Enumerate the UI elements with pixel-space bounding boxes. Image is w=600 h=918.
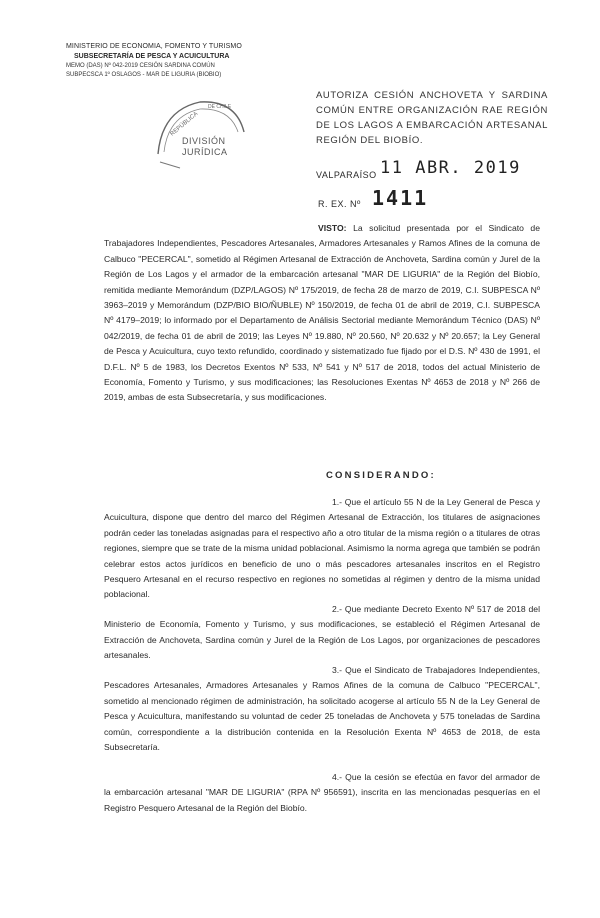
stamp-line-1: DIVISIÓN: [182, 136, 226, 146]
division-juridica-stamp: [150, 92, 250, 174]
visto-text: La solicitud presentada por el Sindicato de Trabajadores Independientes, Pescadores Artesanales, Armadores Artesanales y Ramos Afines de la comuna de Calbuco "PECERCAL", sometido al Régimen Artesanal de Extracción de Anchoveta, Sardina común y Jurel de la Región de Los Lagos y el armador de la embarcación artesanal "MAR DE LIGURIA" de la Región del Biobío, remitida mediante Memorándum (DZP/LAGOS) Nº 175/2019, de fecha 28 de marzo de 2019, C.I. SUBPESCA Nº 3963–2019 y Memorándum (DZP/BIO BIO/ÑUBLE) Nº 150/2019, de fecha 01 de abril de 2019, C.I. SUBPESCA Nº 4179–2019; lo informado por el Departamento de Análisis Sectorial mediante Memorándum Técnico (DAS) Nº 042/2019, de fecha 01 de abril de 2019; las Leyes Nº 19.880, Nº 20.560, Nº 20.632 y Nº 20.657; la Ley General de Pesca y Acuicultura, cuyo texto refundido, coordinado y sistematizado fue fijado por el D.S. Nº 430 de 1991, el D.F.L. Nº 5 de 1983, los Decretos Exentos Nº 533, Nº 541 y Nº 517 de 2018, todos del actual Ministerio de Economía, Fomento y Turismo, y sus modificaciones; las Resoluciones Exentas Nº 4653 de 2018 y Nº 266 de 2019, ambas de esta Subsecretaría, y sus modificaciones.: [104, 223, 540, 403]
considerando-paragraph-1: 1.- Que el artículo 55 N de la Ley General de Pesca y Acuicultura, dispone que dentro del marco del Régimen Artesanal de Extracción, los titulares de asignaciones podrán ceder las toneladas asignadas para el respectivo año a otro titular de la misma región o a titulares de otras regiones, siempre que se trate de la misma unidad poblacional. Asimismo la norma agrega que también se podrán celebrar estos actos jurídicos en beneficio de uno o más pescadores artesanales inscritos en el Registro Pesquero Artesanal en el recurso respectivo en regiones no sometidas al régimen y dentro de la misma unidad poblacional.: [104, 497, 540, 600]
rex-label: R. EX. Nº: [318, 199, 361, 209]
stamp-line-2: JURÍDICA: [182, 147, 228, 157]
considerando-heading: CONSIDERANDO:: [326, 470, 436, 481]
svg-text:REPÚBLICA: REPÚBLICA: [169, 111, 200, 138]
rex-number: 1411: [372, 186, 429, 210]
visto-paragraph: [104, 221, 540, 406]
ministry-name: MINISTERIO DE ECONOMIA, FOMENTO Y TURISMO: [66, 43, 242, 50]
memo-reference-2: SUBPECSCA 1º OSLAGOS - MAR DE LIGURIA (BIOBIO): [66, 72, 222, 78]
considerando-paragraph-2: 2.- Que mediante Decreto Exento Nº 517 de 2018 del Ministerio de Economía, Fomento y Turismo, y sus modificaciones, se estableció el Régimen Artesanal de Extracción de Anchoveta, Sardina común y Jurel de la Región de Los Lagos, por organizaciones de pescadores artesanales.: [104, 604, 540, 661]
subsecretaria-name: SUBSECRETARÍA DE PESCA Y ACUICULTURA: [74, 53, 230, 60]
considerando-paragraph-3: 3.- Que el Sindicato de Trabajadores Independientes, Pescadores Artesanales, Armadores Artesanales y Ramos Afines de la comuna de Calbuco "PECERCAL", sometido al mencionado régimen de administración, ha solicitado acogerse al artículo 55 N de la Ley General de Pesca y Acuicultura, manifestando su voluntad de ceder 25 toneladas de Anchoveta y 575 toneladas de Sardina común, correspondiente a la distribución contenida en la Resolución Exenta Nº 4653 de 2018, de esta Subsecretaría.: [104, 665, 540, 753]
letterhead: [66, 42, 266, 80]
place-name: VALPARAÍSO: [316, 170, 377, 180]
stamp-seal-icon: [150, 92, 250, 174]
resolution-date: 11 ABR. 2019: [380, 158, 521, 178]
resolution-title: AUTORIZA CESIÓN ANCHOVETA Y SARDINA COMÚN ENTRE ORGANIZACIÓN RAE REGIÓN DE LOS LAGOS A EMBARCACIÓN ARTESANAL REGIÓN DEL BIOBÍO.: [316, 90, 548, 146]
svg-text:DE CHILE: DE CHILE: [208, 104, 232, 110]
memo-reference: MEMO (DAS) Nº 042-2019 CESIÓN SARDINA COMÚN: [66, 63, 215, 69]
visto-label: VISTO:: [318, 223, 347, 233]
considerando-paragraph-4: 4.- Que la cesión se efectúa en favor del armador de la embarcación artesanal "MAR DE LIGURIA" (RPA Nº 956591), inscrita en las mencionadas pesquerías en el Registro Pesquero Artesanal de la Región del Biobío.: [104, 772, 540, 813]
